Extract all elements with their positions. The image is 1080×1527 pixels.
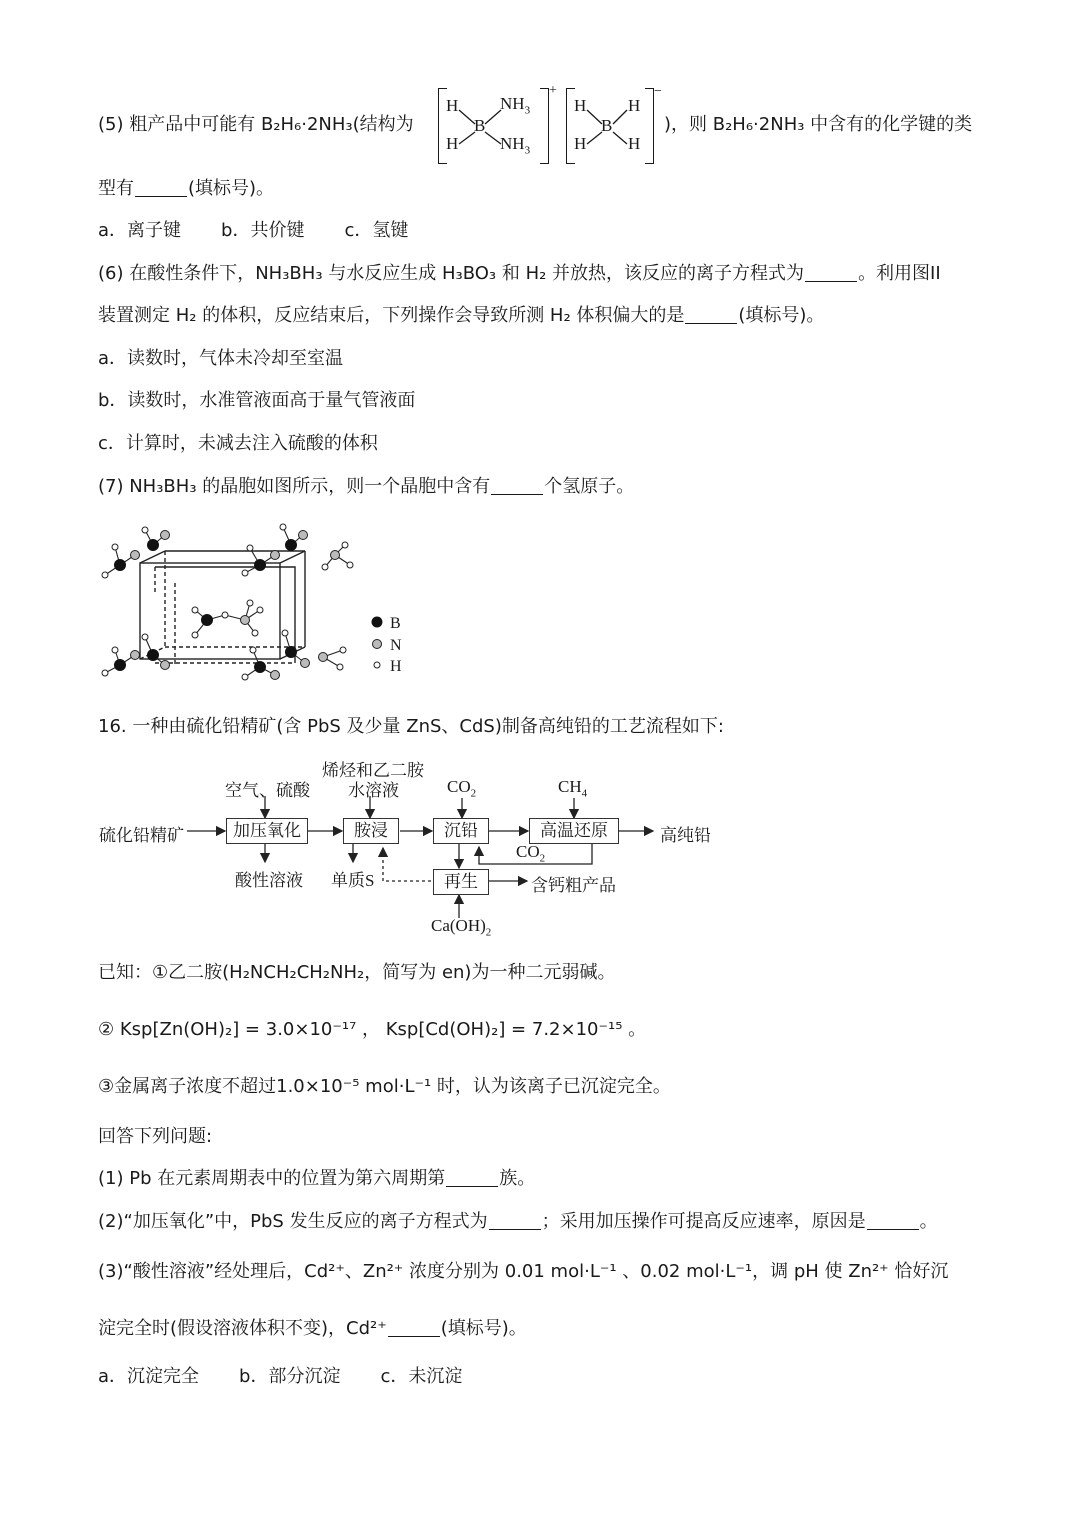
- q15-p5-line1: [98, 112, 414, 138]
- legend-h-marker: [374, 662, 380, 668]
- crystal-cell-figure: [95, 515, 425, 695]
- option-c: c．未沉淀: [380, 1366, 463, 1387]
- q16-p1-a: (1) Pb 在元素周期表中的位置为第六周期第: [98, 1168, 446, 1189]
- q15-p7-b: 个氢原子。: [544, 476, 635, 497]
- anion-bonds: [583, 104, 633, 152]
- input-olefin-en: 烯烃和乙二胺: [322, 761, 424, 780]
- q15-p6-line2: [98, 303, 824, 329]
- cation-right-bracket: [540, 88, 549, 164]
- q15-p5-line2-b: (填标号)。: [188, 178, 275, 199]
- q15-p6-option-c: c．计算时，未减去注入硫酸的体积: [98, 433, 378, 454]
- anion-b: B: [601, 116, 613, 135]
- q16-p2-b: ；采用加压操作可提高反应速率，原因是: [541, 1211, 866, 1232]
- q16-title: 16. 一种由硫化铅精矿(含 PbS 及少量 ZnS、CdS)制备高纯铅的工艺流程如下:: [98, 716, 724, 737]
- answer-blank[interactable]: [867, 1211, 919, 1230]
- q15-p7-a: (7) NH₃BH₃ 的晶胞如图所示，则一个晶胞中含有: [98, 476, 491, 497]
- feed-label: 硫化铅精矿: [99, 826, 184, 845]
- input-aqueous: 水溶液: [348, 781, 399, 800]
- q15-p6-line1-a: (6) 在酸性条件下，NH₃BH₃ 与水反应生成 H₃BO₃ 和 H₂ 并放热，该反应的离子方程式为: [98, 263, 805, 284]
- answer-blank[interactable]: [135, 178, 187, 197]
- option-a: a．离子键: [98, 220, 182, 241]
- legend-b: B: [390, 615, 401, 632]
- q15-p6-line2-a: 装置测定 H₂ 的体积，反应结束后，下列操作会导致所测 H₂ 体积偏大的是: [98, 305, 685, 326]
- by-product-calcium: 含钙粗产品: [531, 876, 616, 895]
- answer-intro: 回答下列问题:: [98, 1126, 213, 1147]
- q16-p3-options: [98, 1364, 502, 1390]
- q15-p6-option-a: a．读数时，气体未冷却至室温: [98, 348, 344, 369]
- q15-p5-line2-a: 型有: [98, 178, 134, 199]
- option-c: c．氢键: [344, 220, 409, 241]
- q15-p6-option-b: b．读数时，水准管液面高于量气管液面: [98, 390, 416, 411]
- q15-p5-line2: [98, 176, 274, 202]
- answer-blank[interactable]: [388, 1318, 440, 1337]
- anion-h4: H: [628, 134, 641, 153]
- q15-p5-options: [98, 218, 448, 244]
- output-sulfur: 单质S: [331, 871, 375, 890]
- legend-n: N: [390, 637, 402, 654]
- q15-p5-suffix: )，则 B₂H₆·2NH₃ 中含有的化学键的类: [664, 114, 973, 135]
- answer-blank[interactable]: [489, 1211, 541, 1230]
- option-b: b．共价键: [221, 220, 305, 241]
- product-pure-lead: 高纯铅: [660, 826, 711, 845]
- q16-p2-c: 。: [919, 1211, 938, 1232]
- q16-p3-line2-b: (填标号)。: [440, 1318, 527, 1339]
- anion-right-bracket: [645, 88, 654, 164]
- q15-p5-suffix-wrap: [664, 112, 972, 138]
- input-co2: $CO_2$: [447, 777, 477, 800]
- answer-blank[interactable]: [685, 305, 737, 324]
- q16-p1-b: 族。: [499, 1168, 536, 1189]
- q16-p3-line2-a: 淀完全时(假设溶液体积不变)，Cd²⁺: [98, 1318, 387, 1339]
- step-pressure-oxidation: 加压氧化: [226, 818, 308, 844]
- step-high-temp-reduction: 高温还原: [529, 818, 619, 844]
- q15-p6-line2-b: (填标号)。: [738, 305, 825, 326]
- q15-p7: [98, 474, 634, 500]
- q15-p6-line1: [98, 261, 941, 287]
- input-air-acid: 空气、硫酸: [225, 781, 310, 800]
- input-caoh2: $Ca(OH)_2$: [431, 916, 492, 939]
- recycle-co2: $CO_2$: [516, 842, 546, 865]
- cation-h1: H: [446, 96, 459, 115]
- anion-charge: −: [654, 84, 662, 99]
- anion-h1: H: [574, 96, 587, 115]
- legend-n-marker: [373, 640, 382, 649]
- q15-p5-prefix: (5) 粗产品中可能有 B₂H₆·2NH₃(结构为: [98, 114, 414, 135]
- legend-b-marker: [372, 617, 383, 628]
- step-regeneration: 再生: [433, 869, 489, 895]
- q16-p2: [98, 1209, 938, 1235]
- answer-blank[interactable]: [805, 263, 857, 282]
- q15-p6-line1-b: 。利用图II: [858, 263, 941, 284]
- known-3: ③金属离子浓度不超过1.0×10⁻⁵ mol·L⁻¹ 时，认为该离子已沉淀完全。: [98, 1076, 671, 1097]
- legend-h: H: [390, 658, 402, 675]
- cation-nh3-bottom: $NH_3$: [500, 134, 531, 157]
- input-ch4: $CH_4$: [558, 777, 588, 800]
- known-2: ② Ksp[Zn(OH)₂] = 3.0×10⁻¹⁷ ， Ksp[Cd(OH)₂] = 7.2×10⁻¹⁵ 。: [98, 1019, 647, 1040]
- anion-h2: H: [574, 134, 587, 153]
- step-amine-leaching: 胺浸: [343, 818, 399, 844]
- cation-nh3-top: $NH_3$: [500, 94, 531, 117]
- step-lead-precipitation: 沉铅: [433, 818, 489, 844]
- anion-h3: H: [628, 96, 641, 115]
- q16-p2-a: (2)“加压氧化”中，PbS 发生反应的离子方程式为: [98, 1211, 488, 1232]
- cation-bonds: [455, 104, 505, 152]
- cation-h2: H: [446, 134, 459, 153]
- cation-charge: +: [549, 83, 557, 98]
- answer-blank[interactable]: [491, 476, 543, 495]
- cation-b: B: [474, 116, 486, 135]
- output-acid-solution: 酸性溶液: [235, 871, 303, 890]
- q16-p3-line1: (3)“酸性溶液”经处理后，Cd²⁺、Zn²⁺ 浓度分别为 0.01 mol·L⁻¹ 、0.02 mol·L⁻¹，调 pH 使 Zn²⁺ 恰好沉: [98, 1261, 949, 1282]
- known-1: 已知：①乙二胺(H₂NCH₂CH₂NH₂，简写为 en)为一种二元弱碱。: [98, 962, 616, 983]
- answer-blank[interactable]: [446, 1168, 498, 1187]
- q16-p1: [98, 1166, 535, 1192]
- option-b: b．部分沉淀: [239, 1366, 341, 1387]
- option-a: a．沉淀完全: [98, 1366, 200, 1387]
- q16-p3-line2: [98, 1316, 527, 1342]
